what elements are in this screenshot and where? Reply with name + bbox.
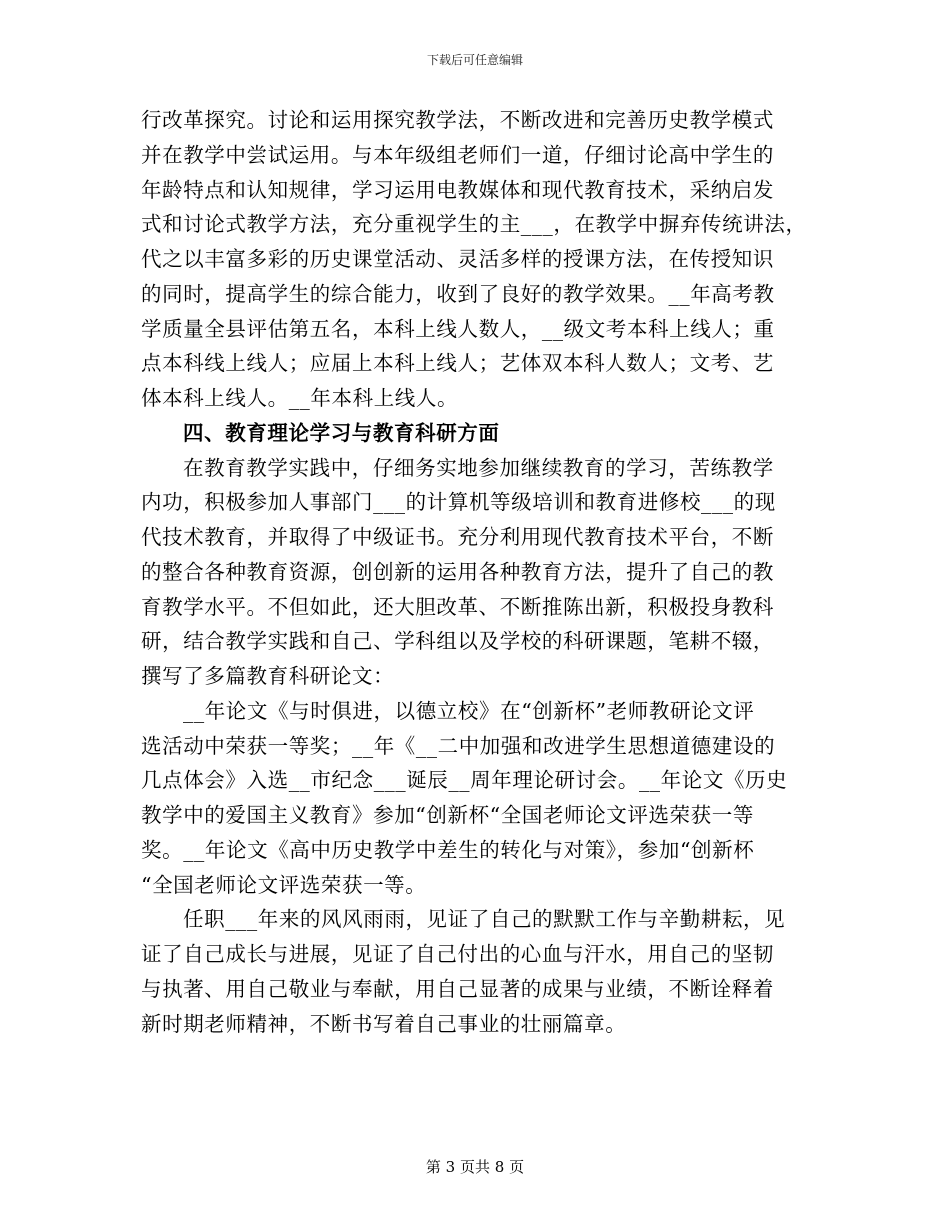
body-line: 点本科线上线人；应届上本科上线人；艺体双本科人数人；文考、艺	[141, 351, 774, 376]
document-body	[141, 103, 821, 1041]
body-line: 代技术教育，并取得了中级证书。充分利用现代教育技术平台，不断	[141, 525, 774, 549]
body-line: 证了自己成长与进展，见证了自己付出的心血与汗水，用自己的坚韧	[141, 942, 774, 966]
body-line: 与执著、用自己敬业与奉献，用自己显著的成果与业绩，不断诠释着	[141, 976, 774, 1001]
body-line: 式和讨论式教学方法，充分重视学生的主___，在教学中摒弃传统讲法，	[141, 212, 807, 237]
body-line: 研，结合教学实践和自己、学科组以及学校的科研课题，笔耕不辍，	[141, 629, 774, 654]
body-line: 新时期老师精神，不断书写着自己事业的壮丽篇章。	[141, 1011, 627, 1036]
body-line: 育教学水平。不但如此，还大胆改革、不断推陈出新，积极投身教科	[141, 594, 774, 619]
body-line: 选活动中荣获一等奖；__年《__二中加强和改进学生思想道德建设的	[141, 733, 776, 758]
body-line: “全国老师论文评选荣获一等。	[141, 872, 427, 897]
body-line: 代之以丰富多彩的历史课堂活动、灵活多样的授课方法，在传授知识	[141, 247, 774, 271]
body-line: 撰写了多篇教育科研论文：	[141, 664, 395, 688]
body-line: 任职___年来的风风雨雨，见证了自己的默默工作与辛勤耕耘，见	[183, 907, 786, 932]
body-line: 奖。__年论文《高中历史教学中差生的转化与对策》，参加“创新杯	[141, 837, 755, 862]
body-line: 内功，积极参加人事部门___的计算机等级培训和教育进修校___的现	[141, 490, 776, 515]
body-line: 行改革探究。讨论和运用探究教学法，不断改进和完善历史教学模式	[141, 108, 774, 132]
body-line: 几点体会》入选__市纪念___诞辰__周年理论研讨会。__年论文《历史	[141, 768, 788, 793]
body-line: 的整合各种教育资源，创创新的运用各种教育方法，提升了自己的教	[141, 559, 774, 584]
body-line: 并在教学中尝试运用。与本年级组老师们一道，仔细讨论高中学生的	[141, 142, 774, 167]
body-line: __年论文《与时俱进，以德立校》在“创新杯”老师教研论文评	[183, 698, 755, 723]
body-line: 体本科上线人。__年本科上线人。	[141, 386, 459, 410]
body-line: 在教育教学实践中，仔细务实地参加继续教育的学习，苦练教学	[183, 455, 774, 480]
body-line: 年龄特点和认知规律，学习运用电教媒体和现代教育技术，采纳启发	[141, 177, 774, 202]
page-number: 第 3 页共 8 页	[425, 1158, 525, 1176]
body-line: 的同时，提高学生的综合能力，收到了良好的教学效果。__年高考教	[141, 281, 775, 306]
body-line: 教学中的爱国主义教育》参加“创新杯“全国老师论文评选荣获一等	[141, 803, 754, 827]
body-line: 学质量全县评估第五名，本科上线人数人，__级文考本科上线人；重	[141, 316, 775, 341]
section-heading: 四、教育理论学习与教育科研方面	[183, 420, 500, 445]
page-header-note: 下载后可任意编辑	[426, 53, 523, 67]
